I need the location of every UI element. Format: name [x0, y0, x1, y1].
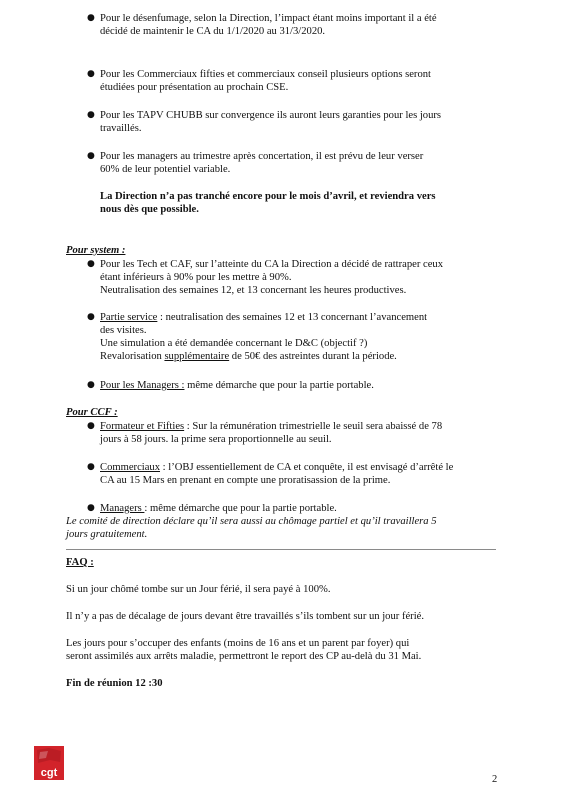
bullet-commerciaux-fifties: ● Pour les Commerciaux fifties et commerciaux conseil plusieurs options seront étudiées pour présentation au prochain CSE. [87, 69, 431, 93]
section-title-ccf: Pour CCF : [66, 407, 118, 418]
bullet-ccf-managers: ● Managers : même démarche que pour la partie portable. [87, 503, 337, 514]
faq-paragraph-2: Il n’y a pas de décalage de jours devant être travaillés s’ils tombent sur un jour férié. [66, 611, 424, 622]
section-title-system: Pour system : [66, 245, 126, 256]
bullet-icon: ● [87, 259, 95, 269]
bullet-icon: ● [87, 462, 95, 472]
bullet-icon: ● [87, 13, 95, 23]
bullet-icon: ● [87, 421, 95, 431]
section-title-faq: FAQ : [66, 557, 94, 568]
direction-note: La Direction n’a pas tranché encore pour le mois d’avril, et reviendra vers nous dès que possible. [100, 191, 436, 215]
bullet-managers-trimestre: ● Pour les managers au trimestre après concertation, il est prévu de leur verser 60% de leur potentiel variable. [87, 151, 424, 175]
meeting-end-time: Fin de réunion 12 :30 [66, 678, 163, 689]
bullet-tapv-chubb: ● Pour les TAPV CHUBB sur convergence ils auront leurs garanties pour les jours travaillés. [87, 110, 442, 134]
faq-paragraph-1: Si un jour chômé tombe sur un Jour férié, il sera payé à 100%. [66, 584, 331, 595]
faq-paragraph-3: Les jours pour s’occuper des enfants (moins de 16 ans et un parent par foyer) qui seront assimilés aux arrêts maladie, permettront le report des CP au-delà du 31 Mai. [66, 638, 422, 662]
bullet-icon: ● [87, 69, 95, 79]
ccf-direction-note: Le comité de direction déclare qu’il sera aussi au chômage partiel et qu’il travaillera 5 jours gratuitement. [66, 516, 437, 540]
horizontal-divider [66, 549, 496, 550]
bullet-partie-service: ● Partie service : neutralisation des semaines 12 et 13 concernant l’avancement des visites. Une simulation a été demandée concernant le D&C (objectif ?) Revalorisation supplémentaire de 50€ des astreintes durant la période. [87, 312, 428, 362]
bullet-icon: ● [87, 110, 95, 120]
label-partie-service: Partie service [100, 312, 158, 323]
cgt-logo-icon [34, 746, 64, 780]
bullet-icon: ● [87, 151, 95, 161]
page-number: 2 [492, 774, 498, 785]
bullet-icon: ● [87, 312, 95, 322]
logo-text: cgt [40, 767, 58, 779]
bullet-icon: ● [87, 380, 95, 390]
bullet-desenfumage: ● Pour le désenfumage, selon la Direction, l’impact étant moins important il a été décidé de maintenir le CA du 1/1/2020 au 31/3/2020. [87, 13, 437, 37]
bullet-icon: ● [87, 503, 95, 513]
bullet-commerciaux: ● Commerciaux : l’OBJ essentiellement de CA et conquête, il est envisagé d’arrêté le CA au 15 Mars en prenant en compte une proratisassion de la prime. [87, 462, 454, 486]
bullet-tech-caf: ● Pour les Tech et CAF, sur l’atteinte du CA la Direction a décidé de rattraper ceux étant inférieurs à 90% pour les mettre à 90%. Neutralisation des semaines 12, et 13 concernant les heures productives. [87, 259, 443, 296]
bullet-formateur-fifties: ● Formateur et Fifties : Sur la rémunération trimestrielle le seuil sera abaissé de 78 jours à 58 jours. la prime sera proportionnelle au seuil. [87, 421, 443, 445]
bullet-system-managers: ● Pour les Managers : même démarche que pour la partie portable. [87, 380, 374, 391]
